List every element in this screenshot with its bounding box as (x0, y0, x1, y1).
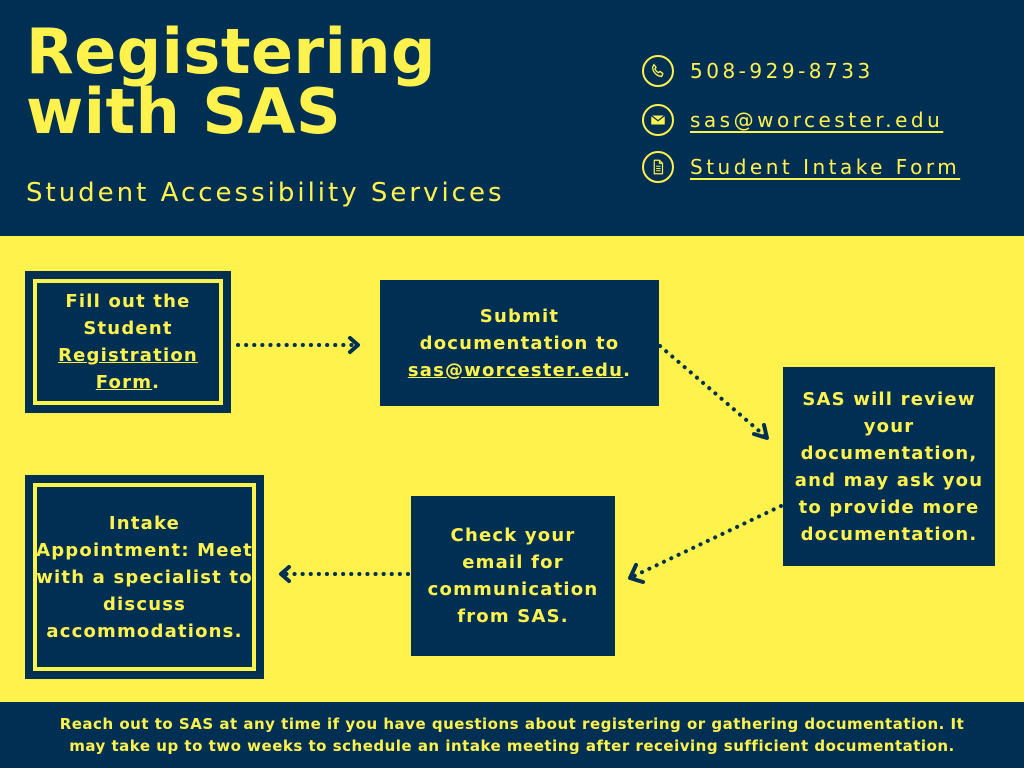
step-label: Check your email for communication from SAS. (427, 525, 599, 627)
arrow-step2-to-step3 (660, 346, 765, 436)
mail-icon (642, 104, 674, 136)
step-box-submit (380, 280, 659, 406)
step-label (380, 303, 659, 384)
contact-email[interactable] (642, 102, 943, 138)
step-label: Intake Appointment: Meet with a specialist to discuss accommodations. (36, 512, 253, 642)
arrowhead-step3 (754, 425, 767, 438)
contact-phone[interactable] (642, 53, 874, 89)
contact-intake-form[interactable] (642, 149, 960, 185)
document-icon (642, 151, 674, 183)
title-line-1: Registering (26, 15, 436, 88)
step-box-registration (25, 271, 231, 413)
phone-number[interactable]: 508-929-8733 (690, 59, 874, 83)
step-text-end: . (152, 372, 161, 393)
step-text: Fill out the Student (65, 291, 191, 339)
step-text: Submit documentation to (419, 305, 620, 354)
step-box-review (783, 367, 995, 566)
footer-note: Reach out to SAS at any time if you have questions about registering or gathering documentation. It may take up to two weeks to schedule an intake meeting after receiving sufficient documentation. (59, 715, 965, 755)
submit-email-link[interactable]: sas@worcester.edu (407, 359, 624, 381)
arrowhead-step5 (281, 567, 289, 581)
page-title (26, 15, 436, 148)
email-link[interactable]: sas@worcester.edu (690, 108, 944, 132)
footer (0, 702, 1024, 768)
arrowhead-step4 (630, 565, 643, 582)
arrow-step3-to-step4 (634, 506, 781, 576)
step-label: SAS will review your documentation, and may ask you to provide more documentation. (794, 388, 984, 545)
step-box-check-email (411, 496, 615, 656)
step-box-intake (25, 475, 264, 679)
step-label (25, 288, 231, 396)
step-text-end: . (623, 359, 632, 381)
registration-form-link[interactable]: Registration Form (58, 345, 198, 393)
intake-form-link[interactable]: Student Intake Form (690, 155, 961, 179)
arrowhead-step2 (350, 338, 358, 352)
header (0, 0, 1024, 236)
page-subtitle: Student Accessibility Services (26, 178, 505, 208)
phone-icon (642, 55, 674, 87)
title-line-2: with SAS (26, 75, 342, 148)
